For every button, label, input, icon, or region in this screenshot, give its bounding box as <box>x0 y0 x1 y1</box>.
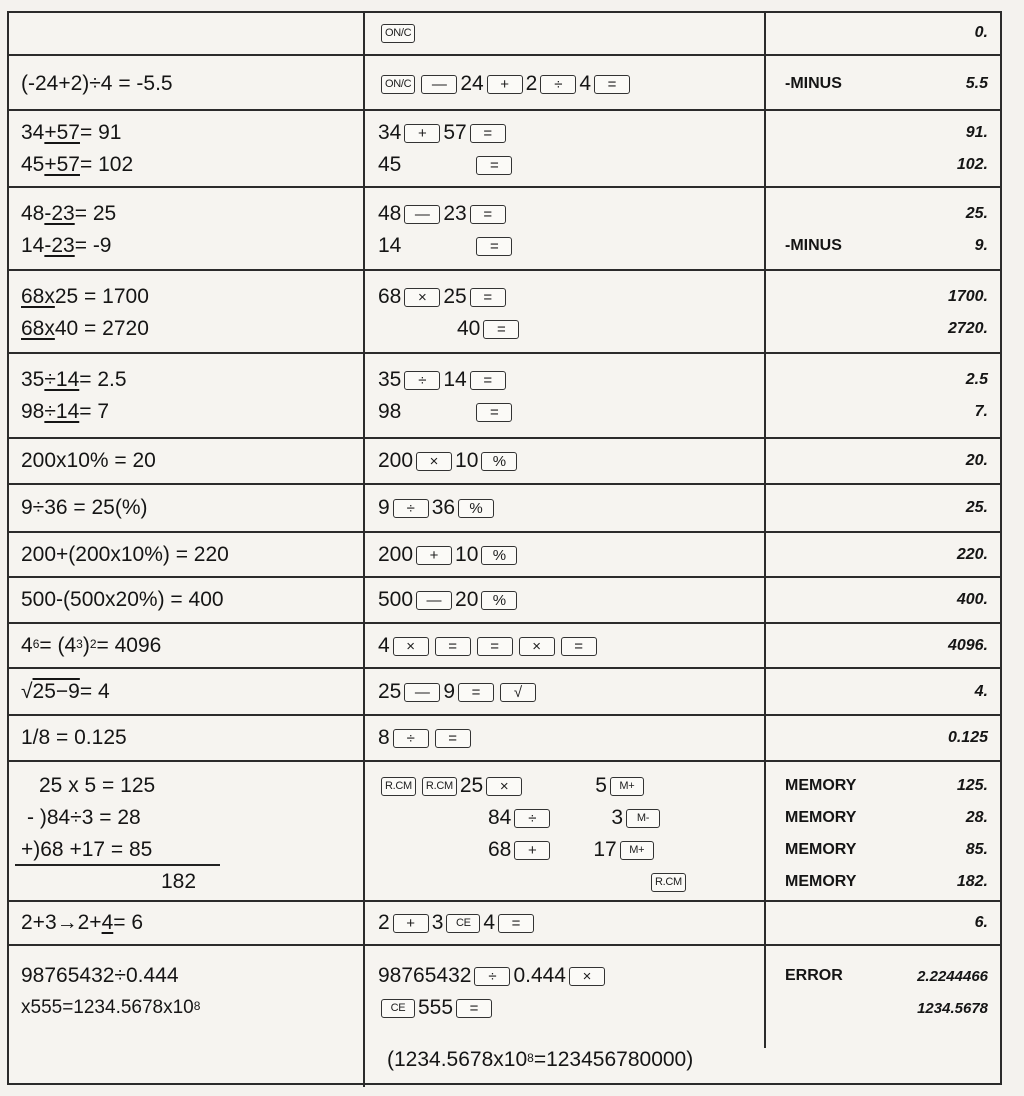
key-divide: ÷ <box>393 499 429 518</box>
key-ce: CE <box>446 914 480 933</box>
status-minus: -MINUS <box>785 237 842 254</box>
table-row <box>9 578 1000 622</box>
formula: 200x10% = 20 <box>21 449 156 472</box>
formula: 500-(500x20%) = 400 <box>21 588 224 611</box>
formula-part: = 6 <box>113 911 144 934</box>
display-result: 4096. <box>947 637 988 654</box>
operand: 25 <box>443 285 467 308</box>
operand: 2 <box>378 911 390 934</box>
key-equals: = <box>476 237 512 256</box>
status-memory: MEMORY <box>785 777 857 794</box>
formula-line: - )84÷3 = 28 <box>27 806 141 829</box>
operand: 34 <box>378 121 402 144</box>
formula-part: ) <box>82 634 90 657</box>
key-multiply: × <box>486 777 522 796</box>
formula-part: = 25 <box>74 202 117 225</box>
display-result: 182. <box>956 873 988 890</box>
operand: 35 <box>378 368 402 391</box>
formula-part: 45 <box>21 153 45 176</box>
table-row <box>9 669 1000 714</box>
key-equals: = <box>470 288 506 307</box>
formula-line: 98765432÷0.444 <box>21 964 179 987</box>
key-multiply: × <box>404 288 440 307</box>
formula-part: 40 = 2720 <box>54 317 149 340</box>
key-plus: + <box>487 75 523 94</box>
formula-part: = 4 <box>79 680 110 703</box>
display-result: 28. <box>965 809 988 826</box>
operand: 20 <box>455 588 479 611</box>
operand: 98 <box>378 400 402 423</box>
operand: 36 <box>431 496 456 519</box>
key-equals: = <box>477 637 513 656</box>
table-row <box>9 111 1000 186</box>
key-divide: ÷ <box>393 729 429 748</box>
operand: 14 <box>378 234 402 257</box>
operand: 3 <box>611 806 624 829</box>
display-result: 1700. <box>947 288 988 305</box>
status-memory: MEMORY <box>785 809 857 826</box>
table-row <box>9 485 1000 531</box>
key-minus: — <box>404 683 440 702</box>
table-row <box>9 188 1000 269</box>
table-row-memory <box>9 762 1000 900</box>
key-percent: % <box>481 546 517 565</box>
formula: 1/8 = 0.125 <box>21 726 127 749</box>
operand: 68 <box>488 838 512 861</box>
operand: 40 <box>457 317 481 340</box>
display-result: 5.5 <box>965 75 988 92</box>
operand: 3 <box>431 911 444 934</box>
status-memory: MEMORY <box>785 841 857 858</box>
formula-part: = (4 <box>39 634 77 657</box>
display-result: 9. <box>974 237 988 254</box>
key-m-plus: M+ <box>610 777 644 796</box>
display-result: 25. <box>965 499 988 516</box>
key-multiply: × <box>416 452 452 471</box>
formula-corrected-value: 4 <box>101 911 114 934</box>
operand: 5 <box>595 774 607 797</box>
key-rcm: R.CM <box>651 873 686 892</box>
formula-part: 35 <box>21 368 45 391</box>
key-equals: = <box>594 75 630 94</box>
operand: 45 <box>378 153 402 176</box>
operand: 17 <box>593 838 617 861</box>
formula-part: = 91 <box>79 121 122 144</box>
operand: 9 <box>378 496 390 519</box>
key-on-c: ON/C <box>381 75 415 94</box>
display-result: 20. <box>965 452 988 469</box>
table-row <box>9 716 1000 760</box>
key-multiply: × <box>519 637 555 656</box>
key-on-c: ON/C <box>381 24 415 43</box>
operand: 500 <box>378 588 414 611</box>
key-minus: — <box>416 591 452 610</box>
status-minus: -MINUS <box>785 75 842 92</box>
operand: 200 <box>378 543 414 566</box>
status-memory: MEMORY <box>785 873 857 890</box>
operand: 4 <box>483 911 496 934</box>
operand: 68 <box>378 285 402 308</box>
display-result: 102. <box>956 156 988 173</box>
key-divide: ÷ <box>474 967 510 986</box>
key-rcm: R.CM <box>422 777 457 796</box>
formula-constant: +57 <box>44 121 80 144</box>
table-row <box>9 533 1000 576</box>
formula: 9÷36 = 25(%) <box>21 496 148 519</box>
operand: 25 <box>378 680 402 703</box>
operand: 2 <box>525 72 538 95</box>
formula-total: 182 <box>161 870 197 893</box>
key-equals: = <box>483 320 519 339</box>
key-equals: = <box>470 371 506 390</box>
operand: 24 <box>460 72 484 95</box>
table-row <box>9 354 1000 437</box>
formula-constant: +57 <box>44 153 80 176</box>
formula-part: 4 <box>21 634 33 657</box>
table-row <box>9 271 1000 352</box>
radicand: 25−9 <box>32 680 80 703</box>
display-result: 2.5 <box>965 371 988 388</box>
key-equals: = <box>561 637 597 656</box>
display-result: 1234.5678 <box>917 999 988 1017</box>
display-result: 220. <box>956 546 988 563</box>
operand: 10 <box>455 543 479 566</box>
key-percent: % <box>481 452 517 471</box>
operand: 98765432 <box>378 964 472 987</box>
formula-part: 25 = 1700 <box>54 285 149 308</box>
operand: 23 <box>443 202 467 225</box>
key-percent: % <box>481 591 517 610</box>
operand: 200 <box>378 449 414 472</box>
key-equals: = <box>456 999 492 1018</box>
formula-part: = 102 <box>79 153 134 176</box>
formula: 200+(200x10%) = 220 <box>21 543 229 566</box>
formula-constant: -23 <box>44 234 75 257</box>
operand: 4 <box>579 72 592 95</box>
formula-part: = 2.5 <box>79 368 127 391</box>
display-result: 91. <box>965 124 988 141</box>
display-result: 2.2244466 <box>917 967 988 985</box>
formula-part: = 4096 <box>96 634 162 657</box>
key-plus: + <box>416 546 452 565</box>
key-equals: = <box>476 156 512 175</box>
formula-part: = -9 <box>74 234 112 257</box>
status-error: ERROR <box>785 967 843 984</box>
formula-part: 98 <box>21 400 45 423</box>
formula-line: x555=1234.5678x10 <box>21 997 194 1018</box>
key-equals: = <box>470 205 506 224</box>
key-equals: = <box>435 637 471 656</box>
display-result: 400. <box>956 591 988 608</box>
footnote: =123456780000) <box>533 1048 694 1071</box>
formula: (-24+2)÷4 = -5.5 <box>21 72 173 95</box>
formula-line: +)68 +17 = 85 <box>21 838 153 861</box>
formula-constant: 68x <box>21 317 55 340</box>
key-divide: ÷ <box>404 371 440 390</box>
table-row: 4 $^6$ = (4 $^3$ ) $^2$ = 4096 4 × = = × = 4096. <box>21 634 988 657</box>
formula-part: 14 <box>21 234 45 257</box>
table-row <box>9 439 1000 483</box>
key-divide: ÷ <box>540 75 576 94</box>
operand: 0.444 <box>513 964 566 987</box>
operand: 57 <box>443 121 467 144</box>
operand: 48 <box>378 202 402 225</box>
key-minus: — <box>421 75 457 94</box>
display-result: 125. <box>956 777 988 794</box>
key-equals: = <box>435 729 471 748</box>
key-plus: + <box>514 841 550 860</box>
key-rcm: R.CM <box>381 777 416 796</box>
formula-part: = 7 <box>79 400 110 423</box>
display-result: 7. <box>974 403 988 420</box>
table-row-error: 98765432÷0.444 x555=1234.5678x10 $^8$ 98765432 ÷ 0.444 × CE 555 = (1234.5678x10 $^8$ =123456780000) ERROR 2.2244466 1234.5678 <box>21 964 988 1071</box>
key-minus: — <box>404 205 440 224</box>
formula-constant: 68x <box>21 285 55 308</box>
key-m-plus: M+ <box>620 841 654 860</box>
calculator-operation-table <box>7 11 1002 1085</box>
key-equals: = <box>498 914 534 933</box>
key-equals: = <box>470 124 506 143</box>
display-result: 4. <box>974 683 988 700</box>
table-row-header <box>9 13 1000 54</box>
display-result: 25. <box>965 205 988 222</box>
footnote: (1234.5678x10 <box>387 1048 528 1071</box>
key-plus: + <box>404 124 440 143</box>
table-row <box>9 902 1000 944</box>
display-result: 0.125 <box>947 729 988 746</box>
formula-line: 25 x 5 = 125 <box>39 774 156 797</box>
operand: 25 <box>459 774 484 797</box>
key-multiply: × <box>569 967 605 986</box>
key-plus: + <box>393 914 429 933</box>
formula-part: 48 <box>21 202 45 225</box>
key-m-minus: M- <box>626 809 660 828</box>
key-multiply: × <box>393 637 429 656</box>
formula-constant: ÷14 <box>44 368 80 391</box>
display-result: 6. <box>974 914 988 931</box>
formula-part: 34 <box>21 121 45 144</box>
key-equals: = <box>476 403 512 422</box>
table-row <box>9 56 1000 109</box>
display-result: 85. <box>965 841 988 858</box>
key-square-root: √ <box>500 683 536 702</box>
display-result: 0. <box>974 24 988 41</box>
key-equals: = <box>458 683 494 702</box>
key-percent: % <box>458 499 494 518</box>
formula-part: 2+3→2+ <box>21 911 102 934</box>
key-ce: CE <box>381 999 415 1018</box>
radical-sign: √ <box>21 680 33 703</box>
operand: 9 <box>443 680 456 703</box>
operand: 14 <box>443 368 467 391</box>
key-divide: ÷ <box>514 809 550 828</box>
formula-constant: -23 <box>44 202 75 225</box>
operand: 8 <box>378 726 390 749</box>
formula-constant: ÷14 <box>44 400 80 423</box>
operand: 4 <box>378 634 390 657</box>
display-result: 2720. <box>947 320 988 337</box>
operand: 10 <box>455 449 479 472</box>
operand: 84 <box>488 806 512 829</box>
operand: 555 <box>418 996 454 1019</box>
